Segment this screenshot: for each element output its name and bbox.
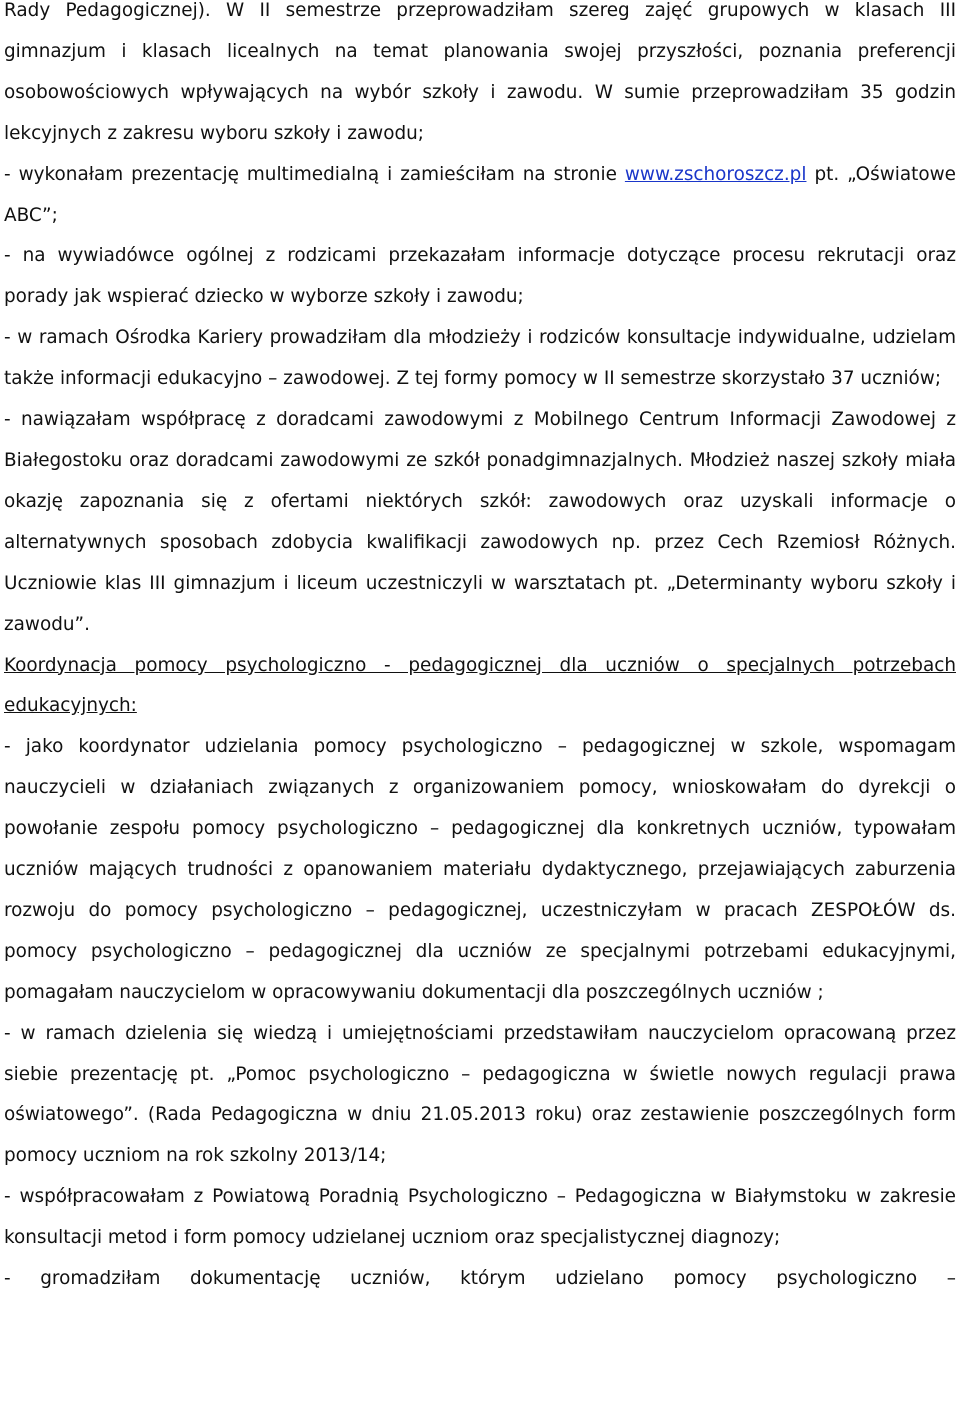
paragraph-presentation	[4, 155, 956, 237]
website-link[interactable]: www.zschoroszcz.pl	[624, 163, 807, 185]
paragraph-text: - wykonałam prezentację multimedialną i zamieściłam na stronie	[4, 163, 625, 185]
document-page	[4, 0, 956, 1300]
paragraph-cooperation: - nawiązałam współpracę z doradcami zawodowymi z Mobilnego Centrum Informacji Zawodowej z Białegostoku oraz doradcami zawodowymi ze szkół ponadgimnazjalnych. Młodzież naszej szkoły miała okazję zapoznania się z ofertami niektórych szkół: zawodowych oraz uzyskali informacje o alternatywnych sposobach zdobycia kwalifikacji zawodowych np. przez Cech Rzemiosł Różnych. Uczniowie klas III gimnazjum i liceum uczestniczyli w warsztatach pt. „Determinanty wyboru szkoły i zawodu”.	[4, 409, 956, 635]
paragraph-text: pt. „Oświatowe ABC”;	[4, 163, 956, 226]
paragraph-career-center: - w ramach Ośrodka Kariery prowadziłam dla młodzieży i rodziców konsultacje indywidualne, udzielam także informacji edukacyjno – zawodowej. Z tej formy pomocy w II semestrze skorzystało 37 uczniów;	[4, 327, 956, 390]
section-heading: Koordynacja pomocy psychologiczno - pedagogicznej dla uczniów o specjalnych potrzebach edukacyjnych:	[4, 654, 956, 717]
paragraph-parents-meeting: - na wywiadówce ogólnej z rodzicami przekazałam informacje dotyczące procesu rekrutacji oraz porady jak wspierać dziecko w wyborze szkoły i zawodu;	[4, 245, 956, 308]
paragraph-coordinator: - jako koordynator udzielania pomocy psychologiczno – pedagogicznej w szkole, wspomagam nauczycieli w działaniach związanych z organizowaniem pomocy, wnioskowałam do dyrekcji o powołanie zespołu pomocy psychologiczno – pedagogicznej dla konkretnych uczniów, typowałam uczniów mających trudności z opanowaniem materiału dydaktycznego, przejawiających zaburzenia rozwoju do pomocy psychologiczno – pedagogicznej, uczestniczyłam w pracach ZESPOŁÓW ds. pomocy psychologiczno – pedagogicznej dla uczniów ze specjalnymi potrzebami edukacyjnymi, pomagałam nauczycielom w opracowywaniu dokumentacji dla poszczególnych uczniów ;	[4, 736, 956, 1003]
paragraph-clinic-cooperation: - współpracowałam z Powiatową Poradnią Psychologiczno – Pedagogiczna w Białymstoku w zakresie konsultacji metod i form pomocy udzielanej uczniom oraz specjalistycznej diagnozy;	[4, 1186, 956, 1249]
paragraph-documentation: - gromadziłam dokumentację uczniów, którym udzielano pomocy psychologiczno –	[4, 1268, 956, 1290]
paragraph-career-activities: Rady Pedagogicznej). W II semestrze przeprowadziłam szereg zajęć grupowych w klasach III gimnazjum i klasach licealnych na temat planowania swojej przyszłości, poznania preferencji osobowościowych wpływających na wybór szkoły i zawodu. W sumie przeprowadziłam 35 godzin lekcyjnych z zakresu wyboru szkoły i zawodu;	[4, 0, 956, 144]
paragraph-knowledge-sharing: - w ramach dzielenia się wiedzą i umiejętnościami przedstawiłam nauczycielom opracowaną przez siebie prezentację pt. „Pomoc psychologiczno – pedagogiczna w świetle nowych regulacji prawa oświatowego”. (Rada Pedagogiczna w dniu 21.05.2013 roku) oraz zestawienie poszczególnych form pomocy uczniom na rok szkolny 2013/14;	[4, 1022, 956, 1167]
